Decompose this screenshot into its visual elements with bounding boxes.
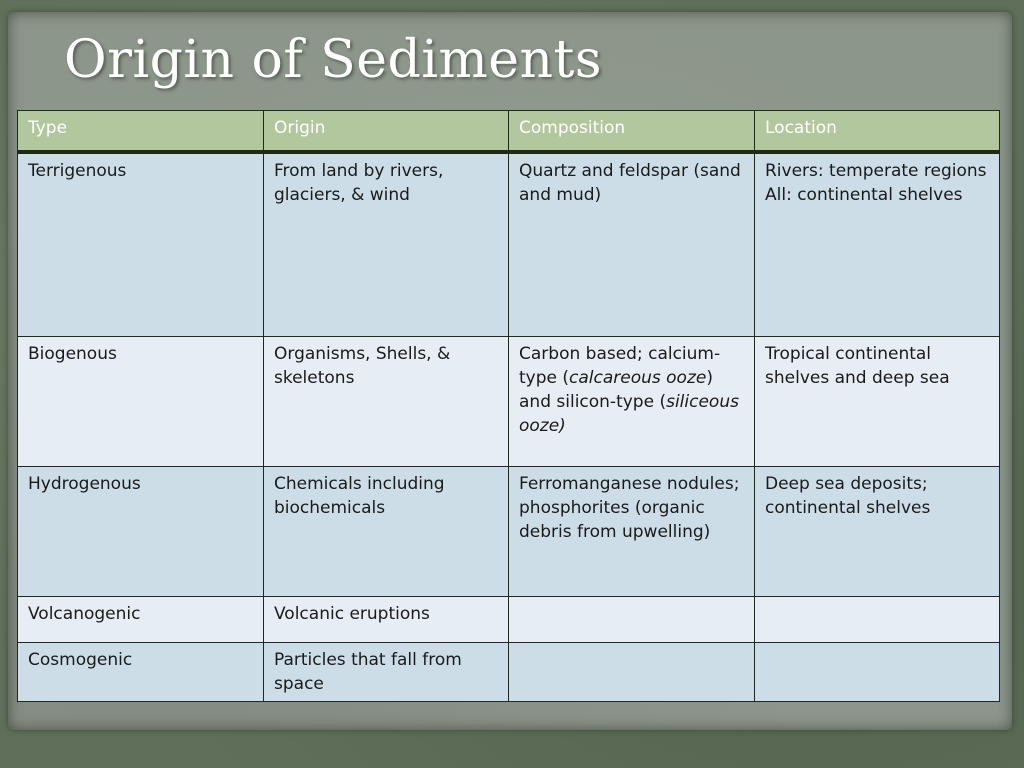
table-row bbox=[18, 597, 1000, 643]
header-composition: Composition bbox=[509, 111, 755, 152]
table-row bbox=[18, 643, 1000, 702]
cell-type: Biogenous bbox=[18, 337, 264, 467]
header-type: Type bbox=[18, 111, 264, 152]
cell-composition: Ferromanganese nodules; phosphorites (organic debris from upwelling) bbox=[509, 467, 755, 597]
cell-origin: Organisms, Shells, & skeletons bbox=[264, 337, 509, 467]
cell-type: Cosmogenic bbox=[18, 643, 264, 702]
cell-origin: Volcanic eruptions bbox=[264, 597, 509, 643]
cell-composition: Quartz and feldspar (sand and mud) bbox=[509, 152, 755, 337]
cell-type: Terrigenous bbox=[18, 152, 264, 337]
cell-type: Volcanogenic bbox=[18, 597, 264, 643]
cell-location bbox=[755, 152, 1000, 337]
cell-location bbox=[755, 597, 1000, 643]
sediments-table bbox=[17, 110, 1000, 702]
cell-type: Hydrogenous bbox=[18, 467, 264, 597]
table-row bbox=[18, 337, 1000, 467]
calcareous-ooze-term: calcareous ooze bbox=[569, 368, 707, 388]
cell-location: Tropical continental shelves and deep sea bbox=[755, 337, 1000, 467]
cell-origin: Particles that fall from space bbox=[264, 643, 509, 702]
location-line: Rivers: temperate regions bbox=[765, 160, 987, 181]
cell-composition bbox=[509, 597, 755, 643]
location-line: All: continental shelves bbox=[765, 184, 963, 205]
header-origin: Origin bbox=[264, 111, 509, 152]
cell-origin: From land by rivers, glaciers, & wind bbox=[264, 152, 509, 337]
slide-title: Origin of Sediments bbox=[64, 30, 603, 90]
header-location: Location bbox=[755, 111, 1000, 152]
composition-text: ) and silicon-type ( bbox=[519, 368, 713, 412]
cell-composition bbox=[509, 643, 755, 702]
siliceous-ooze-term: siliceous ooze) bbox=[519, 392, 739, 436]
cell-origin: Chemicals including biochemicals bbox=[264, 467, 509, 597]
cell-location: Deep sea deposits; continental shelves bbox=[755, 467, 1000, 597]
table-row bbox=[18, 467, 1000, 597]
cell-composition bbox=[509, 337, 755, 467]
table-row bbox=[18, 152, 1000, 337]
table-header-row bbox=[18, 111, 1000, 152]
cell-location bbox=[755, 643, 1000, 702]
composition-text: Carbon based; calcium-type ( bbox=[519, 344, 721, 388]
